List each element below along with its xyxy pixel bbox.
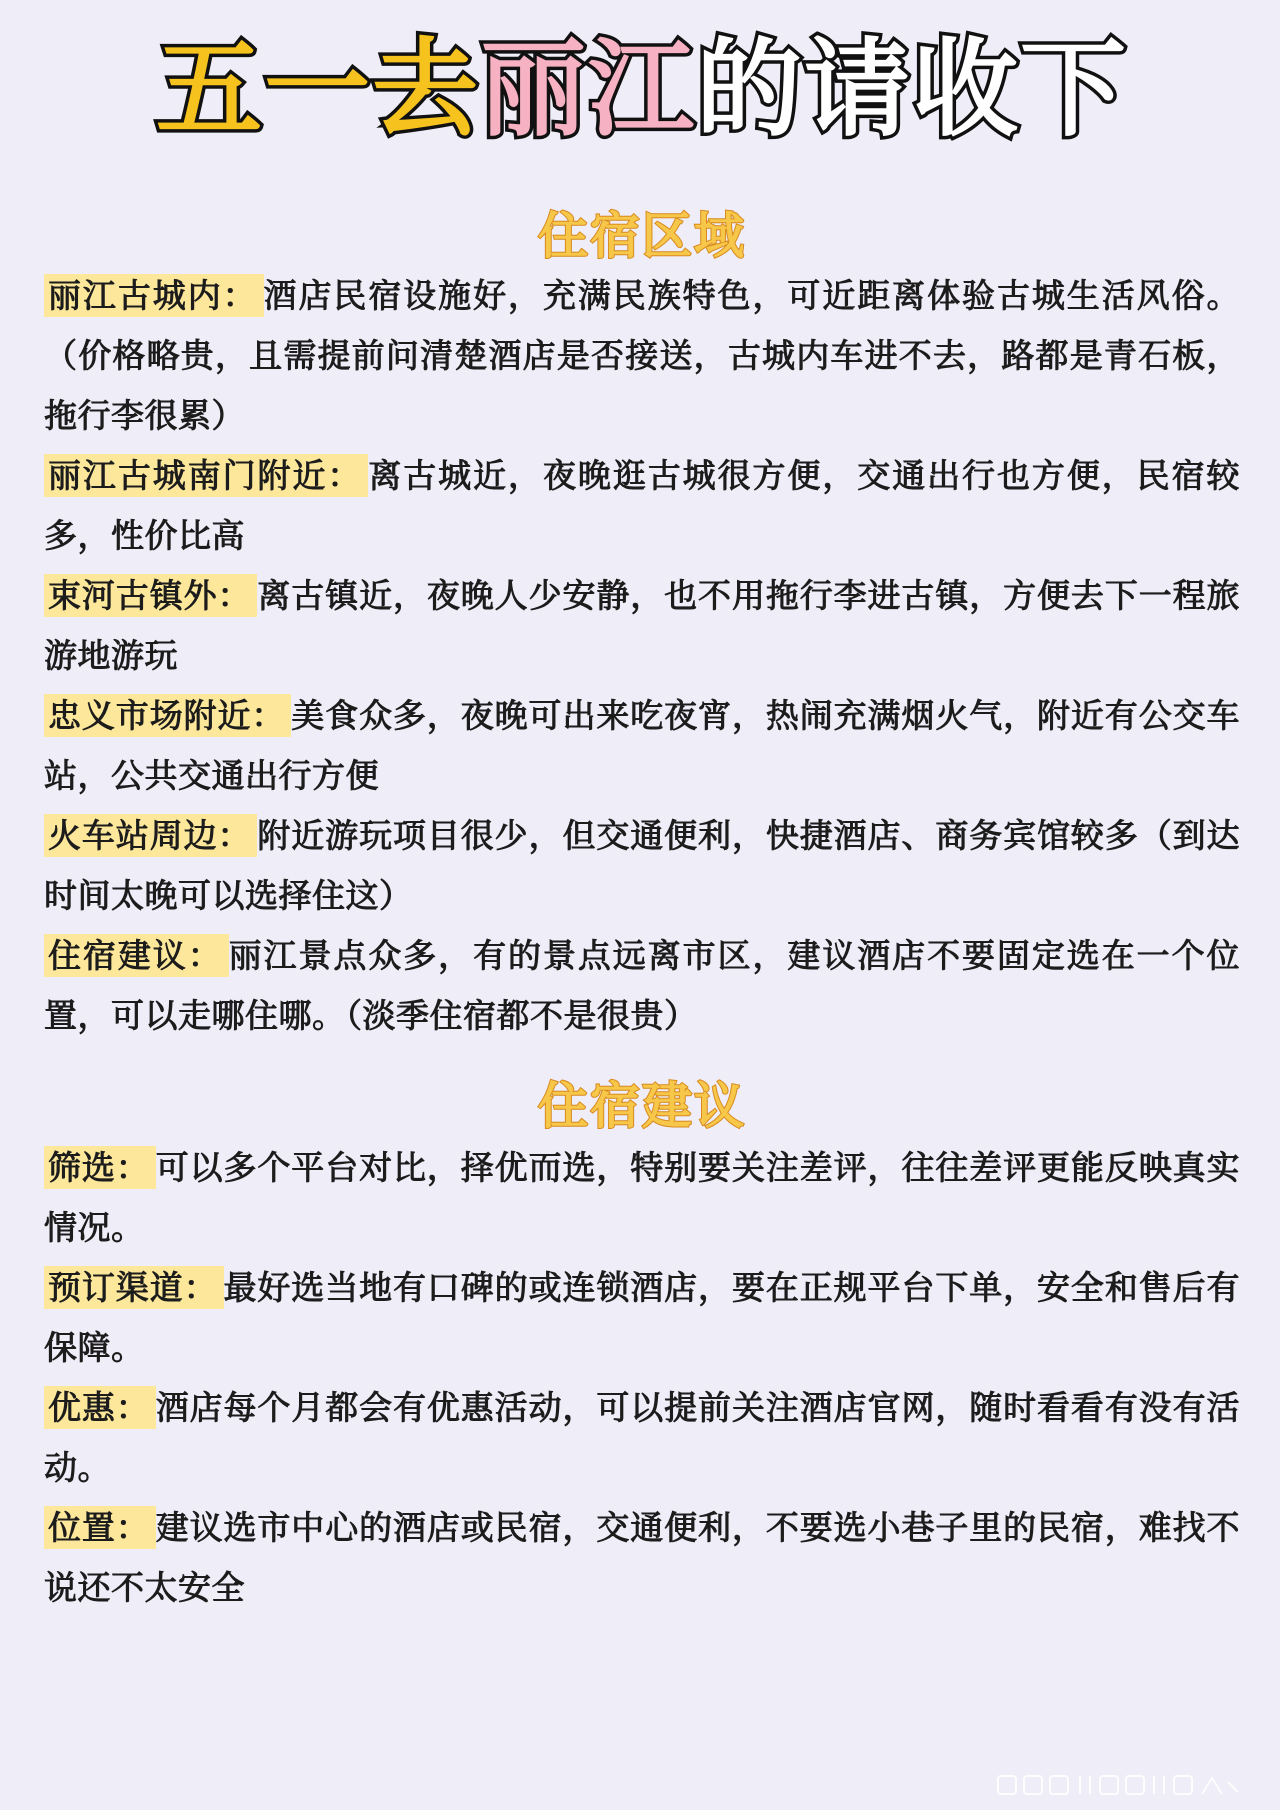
- item-text: 酒店每个月都会有优惠活动，可以提前关注酒店官网，随时看看有没有活动。: [44, 1388, 1241, 1487]
- list-item: [44, 1258, 1240, 1378]
- section-accommodation-areas: [44, 206, 1240, 1046]
- list-item: [44, 686, 1240, 806]
- item-label: 住宿建议：: [44, 934, 229, 977]
- page-title: [44, 0, 1240, 151]
- title-part-3: 的请收下: [696, 28, 1128, 151]
- item-text: 离古镇近，夜晚人少安静，也不用拖行李进古镇，方便去下一程旅游地游玩: [44, 576, 1241, 675]
- item-label: 束河古镇外：: [44, 574, 257, 617]
- section-heading: 住宿区域: [538, 207, 746, 265]
- item-text: 附近游玩项目很少，但交通便利，快捷酒店、商务宾馆较多（到达时间太晚可以选择住这）: [44, 816, 1241, 915]
- list-item: [44, 1498, 1240, 1618]
- list-item: [44, 446, 1240, 566]
- item-text: 最好选当地有口碑的或连锁酒店，要在正规平台下单，安全和售后有保障。: [44, 1268, 1241, 1367]
- item-label: 忠义市场附近：: [44, 694, 291, 737]
- item-text: 可以多个平台对比，择优而选，特别要关注差评，往往差评更能反映真实情况。: [44, 1148, 1241, 1247]
- item-label: 位置：: [44, 1506, 156, 1549]
- item-label: 预订渠道：: [44, 1266, 224, 1309]
- item-label: 丽江古城内：: [44, 274, 264, 317]
- item-label: 丽江古城南门附近：: [44, 454, 368, 497]
- item-text: 美食众多，夜晚可出来吃夜宵，热闹充满烟火气，附近有公交车站，公共交通出行方便: [44, 696, 1241, 795]
- section-heading: 住宿建议: [538, 1077, 746, 1135]
- title-part-1: 五一去: [156, 28, 480, 151]
- item-text: 建议选市中心的酒店或民宿，交通便利，不要选小巷子里的民宿，难找不说还不太安全: [44, 1508, 1241, 1607]
- item-text: 酒店民宿设施好，充满民族特色，可近距离体验古城生活风俗。（价格略贵，且需提前问清楚酒店是否接送，古城内车进不去，路都是青石板，拖行李很累）: [44, 276, 1241, 435]
- title-part-2: 丽江: [480, 28, 696, 151]
- list-item: [44, 266, 1240, 446]
- list-item: [44, 806, 1240, 926]
- item-label: 火车站周边：: [44, 814, 257, 857]
- watermark-icon: [996, 1772, 1246, 1798]
- list-item: [44, 1378, 1240, 1498]
- item-text: 丽江景点众多，有的景点远离市区，建议酒店不要固定选在一个位置，可以走哪住哪。（淡季住宿都不是很贵）: [44, 936, 1241, 1035]
- list-item: [44, 1138, 1240, 1258]
- section-accommodation-tips: [44, 1076, 1240, 1618]
- item-label: 优惠：: [44, 1386, 156, 1429]
- list-item: [44, 566, 1240, 686]
- list-item: [44, 926, 1240, 1046]
- item-label: 筛选：: [44, 1146, 156, 1189]
- item-text: 离古城近，夜晚逛古城很方便，交通出行也方便，民宿较多，性价比高: [44, 456, 1241, 555]
